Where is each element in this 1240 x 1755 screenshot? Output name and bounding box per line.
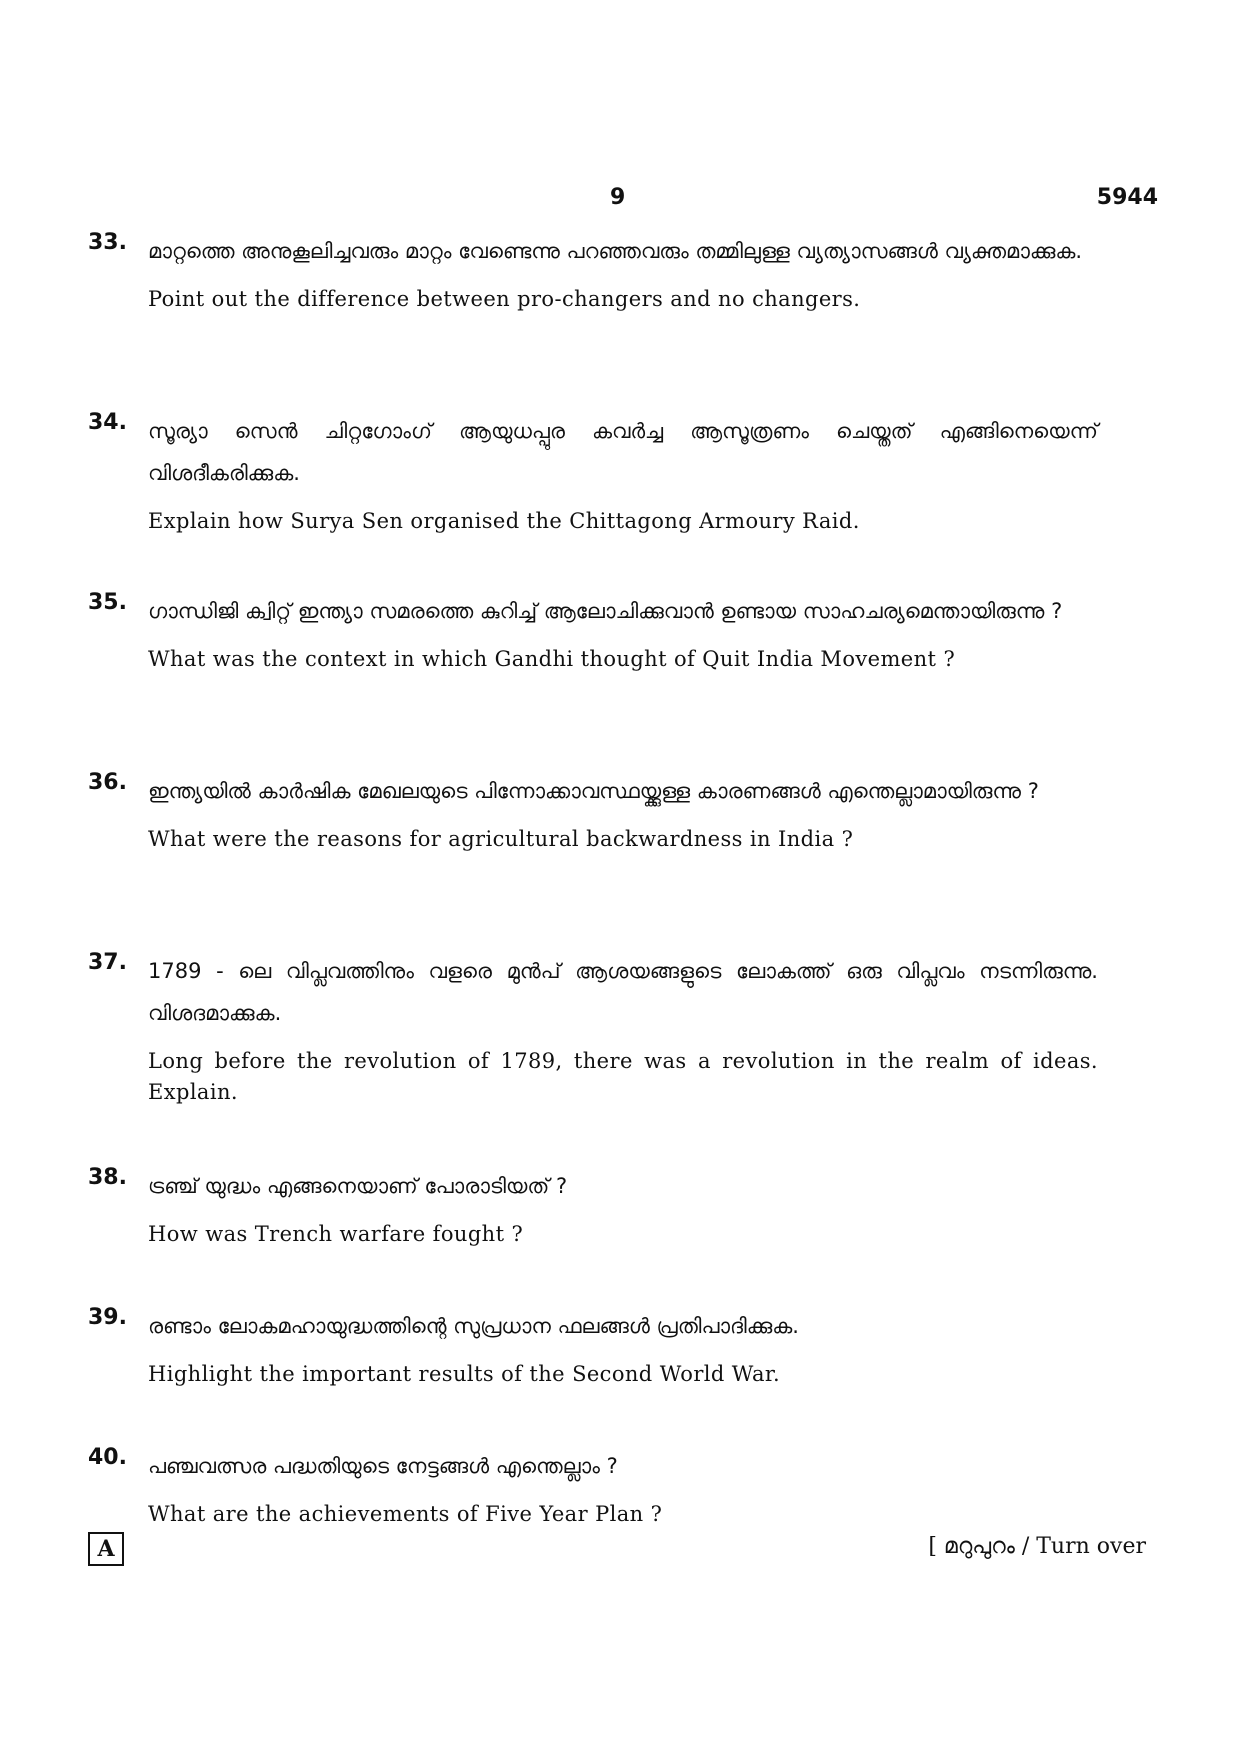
turn-over-note: [ മറുപുറം / Turn over <box>928 1534 1146 1559</box>
question-text-english: How was Trench warfare fought ? <box>148 1222 524 1246</box>
paper-code: 5944 <box>1096 185 1158 210</box>
page-number: 9 <box>610 185 626 210</box>
question-33 <box>88 230 1098 315</box>
question-text-english: What are the achievements of Five Year Plan ? <box>148 1502 663 1526</box>
question-text-english: What was the context in which Gandhi thought of Quit India Movement ? <box>148 647 956 671</box>
question-text-malayalam: 1789 - ലെ വിപ്ലവത്തിനും വളരെ മുൻപ് ആശയങ്ങളുടെ ലോകത്ത് ഒരു വിപ്ലവം നടന്നിരുന്നു. വിശദമാക്കുക. <box>148 959 1098 1025</box>
question-34 <box>88 410 1098 537</box>
question-37 <box>88 950 1098 1108</box>
question-text-english: Explain how Surya Sen organised the Chittagong Armoury Raid. <box>148 509 860 533</box>
question-number: 40. <box>88 1445 127 1470</box>
question-39 <box>88 1305 1098 1390</box>
question-set-badge: A <box>88 1532 124 1566</box>
question-number: 37. <box>88 950 127 975</box>
question-40 <box>88 1445 1098 1530</box>
question-38 <box>88 1165 1098 1250</box>
page-header <box>0 185 1240 225</box>
question-36 <box>88 770 1098 855</box>
question-number: 36. <box>88 770 127 795</box>
question-text-malayalam: മാറ്റത്തെ അനുകൂലിച്ചവരും മാറ്റം വേണ്ടെന്നു പറഞ്ഞവരും തമ്മിലുള്ള വ്യത്യാസങ്ങൾ വ്യക്തമാക്കുക. <box>148 239 1083 263</box>
question-text-malayalam: സൂര്യാ സെൻ ചിറ്റഗോംഗ് ആയുധപ്പുര കവർച്ച ആസൂത്രണം ചെയ്തത് എങ്ങിനെയെന്ന് വിശദീകരിക്കുക. <box>148 419 1098 485</box>
question-number: 33. <box>88 230 127 255</box>
question-number: 38. <box>88 1165 127 1190</box>
question-text-english: Long before the revolution of 1789, there was a revolution in the realm of ideas. Explain. <box>148 1049 1098 1104</box>
question-text-malayalam: പഞ്ചവത്സര പദ്ധതിയുടെ നേട്ടങ്ങൾ എന്തെല്ലാം ? <box>148 1454 618 1478</box>
question-text-english: What were the reasons for agricultural backwardness in India ? <box>148 827 854 851</box>
question-text-malayalam: രണ്ടാം ലോകമഹായുദ്ധത്തിന്റെ സുപ്രധാന ഫലങ്ങൾ പ്രതിപാദിക്കുക. <box>148 1314 799 1338</box>
question-number: 35. <box>88 590 127 615</box>
question-number: 34. <box>88 410 127 435</box>
question-text-malayalam: ഗാന്ധിജി ക്വിറ്റ് ഇന്ത്യാ സമരത്തെ കുറിച്ച് ആലോചിക്കുവാൻ ഉണ്ടായ സാഹചര്യമെന്തായിരുന്നു ? <box>148 599 1063 623</box>
question-text-malayalam: ഇന്ത്യയിൽ കാർഷിക മേഖലയുടെ പിന്നോക്കാവസ്ഥയ്ക്കുള്ള കാരണങ്ങൾ എന്തെല്ലാമായിരുന്നു ? <box>148 779 1039 803</box>
question-35 <box>88 590 1098 675</box>
question-text-english: Point out the difference between pro-changers and no changers. <box>148 287 861 311</box>
question-text-english: Highlight the important results of the Second World War. <box>148 1362 781 1386</box>
question-text-malayalam: ട്രഞ്ച് യുദ്ധം എങ്ങനെയാണ് പോരാടിയത് ? <box>148 1174 568 1198</box>
page-footer <box>88 1532 1146 1572</box>
question-number: 39. <box>88 1305 127 1330</box>
